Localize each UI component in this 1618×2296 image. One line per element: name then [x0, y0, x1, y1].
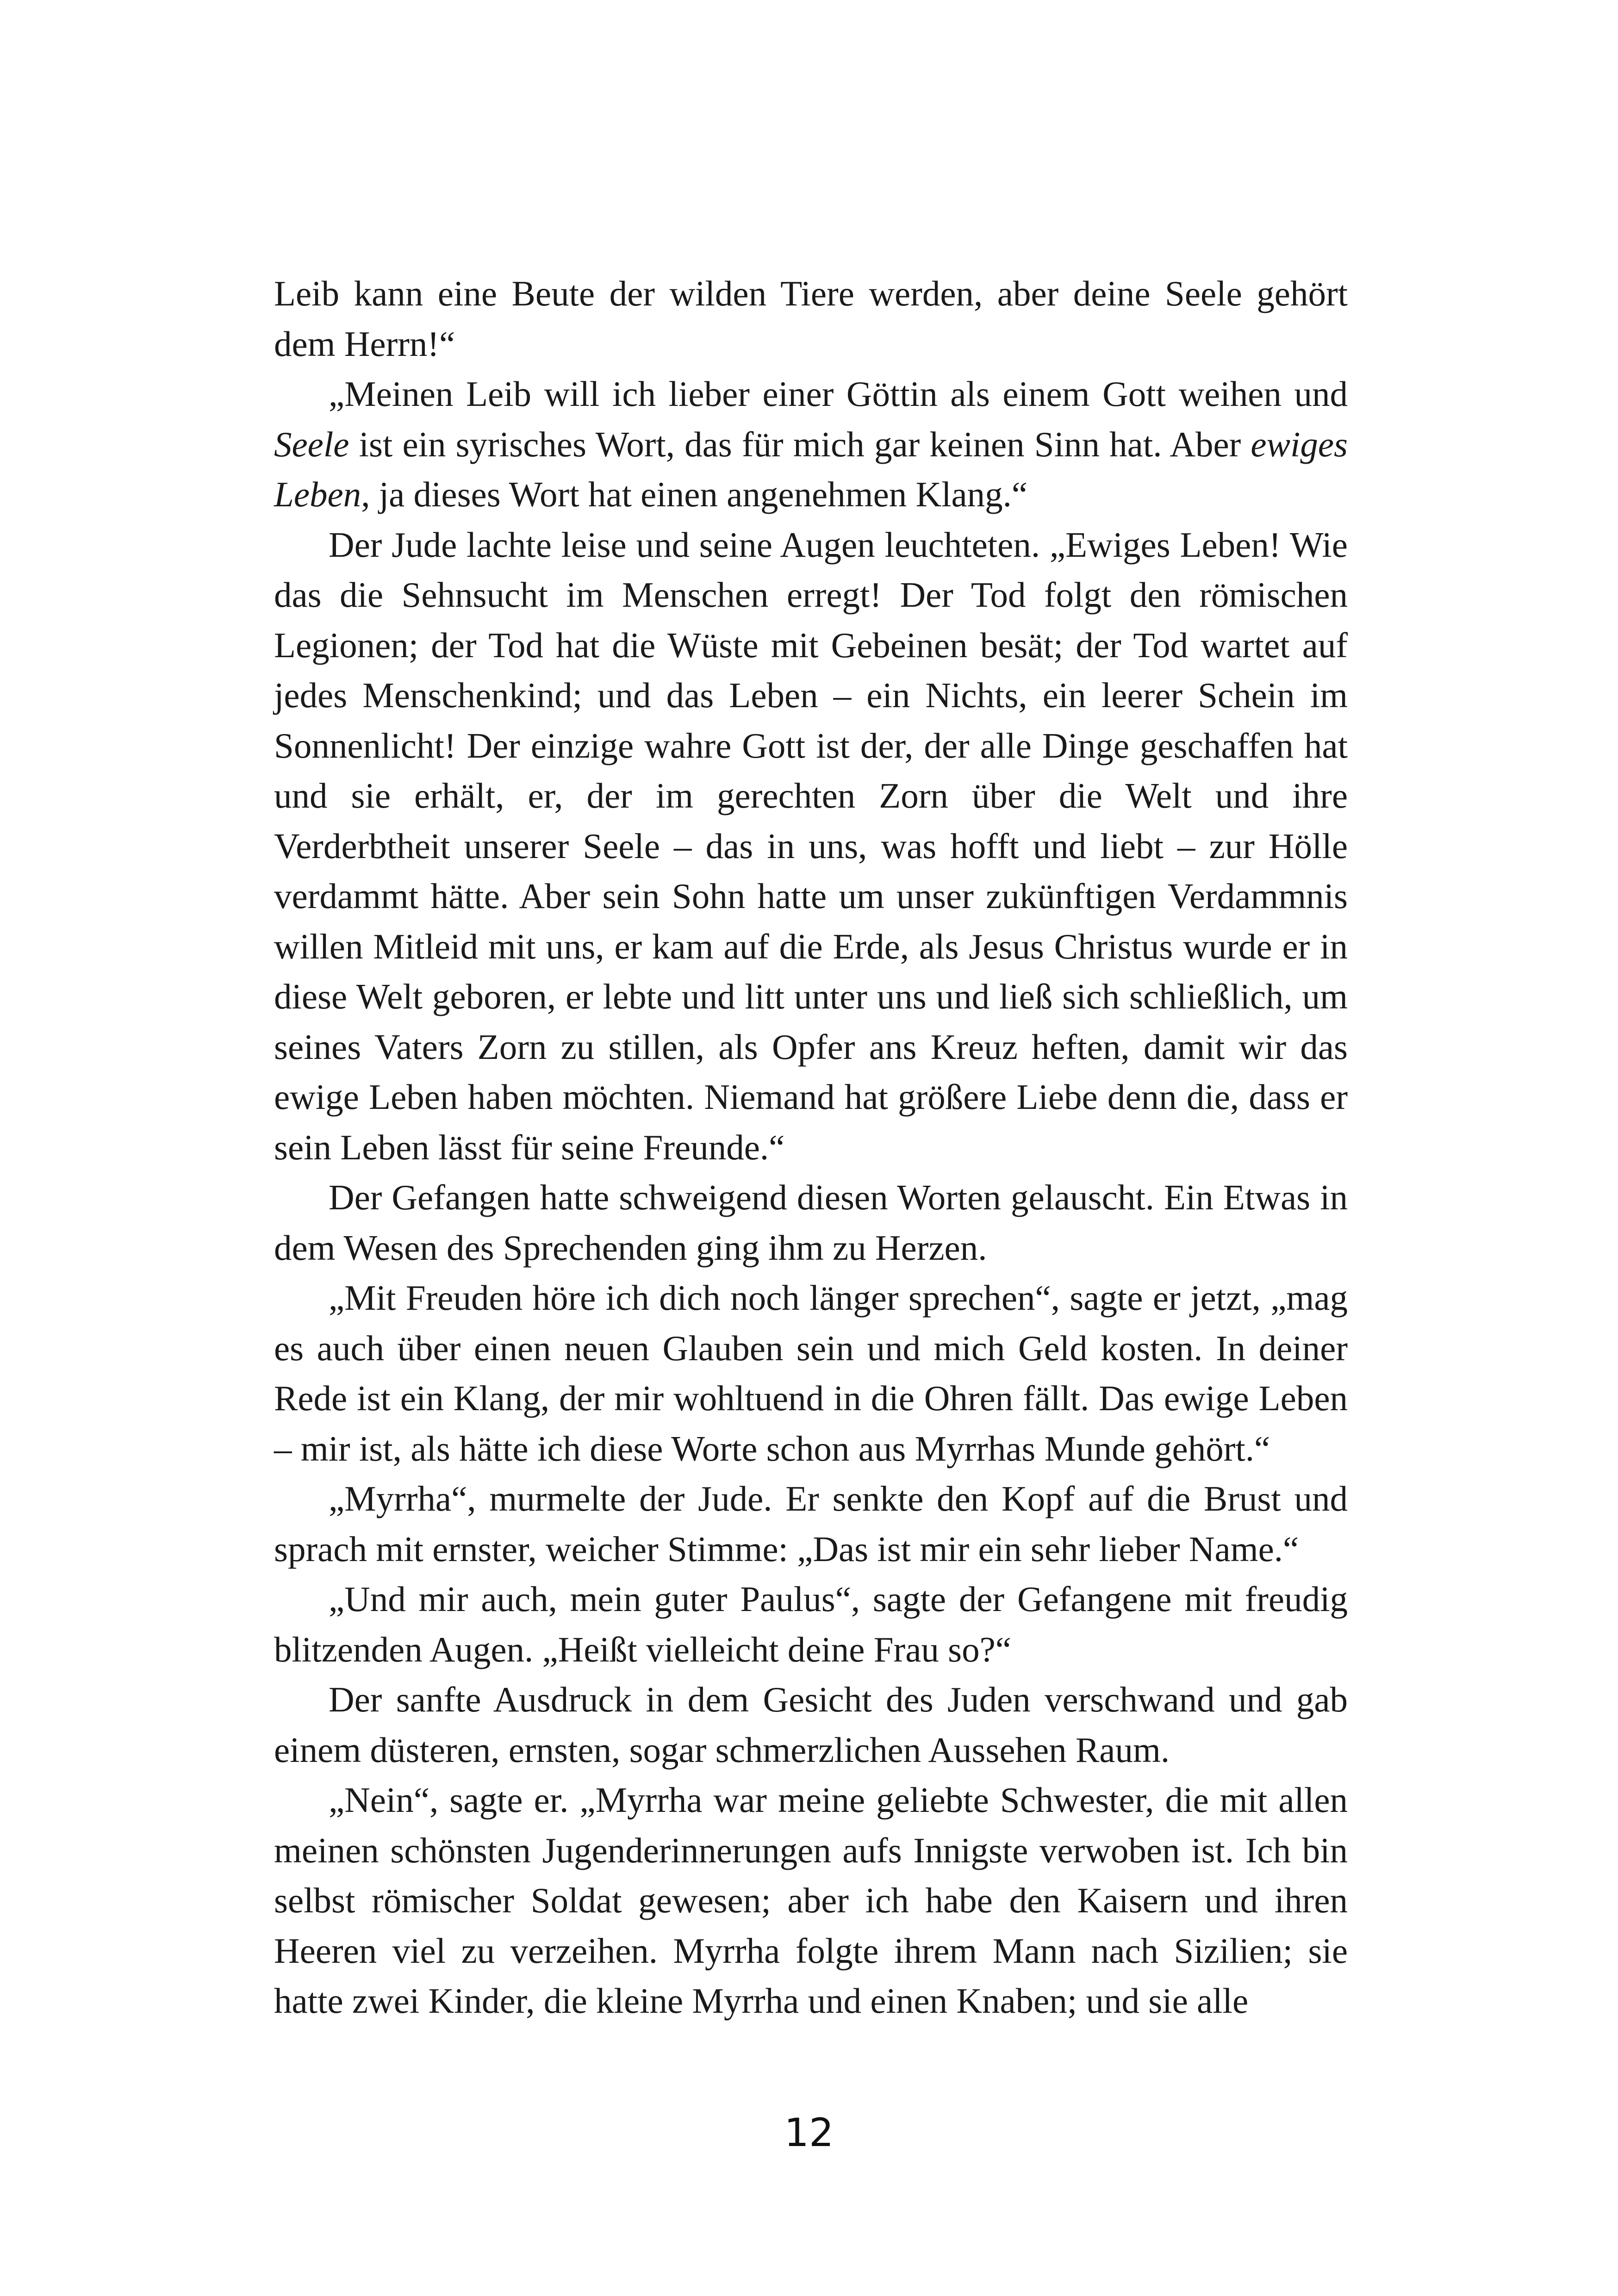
paragraph-text: „Myrrha“, murmelte der Jude. Er senkte den Kopf auf die Brust und sprach mit ernster, weicher Stimme: „Das ist mir ein sehr lieber Name.“ [274, 1479, 1348, 1569]
paragraph [274, 1172, 1348, 1273]
paragraph-text: ist ein syrisches Wort, das für mich gar keinen Sinn hat. Aber [349, 424, 1251, 464]
paragraph-text: „Nein“, sagte er. „Myrrha war meine geliebte Schwester, die mit allen meinen schönsten Jugenderinnerungen aufs Innigste verwoben ist. Ich bin selbst römischer Soldat gewesen; aber ich habe den Kaisern und ihren Heeren viel zu verzeihen. Myrrha folgte ihrem Mann nach Sizilien; sie hatte zwei Kinder, die kleine Myrrha und einen Knaben; und sie alle [274, 1780, 1348, 2021]
paragraph [274, 369, 1348, 520]
paragraph [274, 268, 1348, 369]
paragraph-text: Der sanfte Ausdruck in dem Gesicht des Juden verschwand und gab einem düsteren, ernsten, sogar schmerzlichen Aussehen Raum. [274, 1680, 1348, 1770]
paragraph [274, 1273, 1348, 1474]
body-text [274, 268, 1348, 2026]
paragraph-text: , ja dieses Wort hat einen angenehmen Klang.“ [361, 474, 1028, 514]
paragraph [274, 1474, 1348, 1574]
paragraph-text: Der Gefangen hatte schweigend diesen Worten gelauscht. Ein Etwas in dem Wesen des Sprechenden ging ihm zu Herzen. [274, 1177, 1348, 1268]
paragraph [274, 1775, 1348, 2026]
paragraph-text: „Meinen Leib will ich lieber einer Göttin als einem Gott weihen und [329, 374, 1348, 414]
paragraph-text: Leib kann eine Beute der wilden Tiere werden, aber deine Seele gehört dem Herrn!“ [274, 274, 1348, 364]
italic-text: Seele [274, 424, 349, 464]
italic-text: ewiges Leben [274, 424, 1348, 514]
paragraph-text: „Und mir auch, mein guter Paulus“, sagte der Gefangene mit freudig blitzenden Augen. „Heißt vielleicht deine Frau so?“ [274, 1579, 1348, 1669]
paragraph-text: „Mit Freuden höre ich dich noch länger sprechen“, sagte er jetzt, „mag es auch über einen neuen Glauben sein und mich Geld kosten. In deiner Rede ist ein Klang, der mir wohltuend in die Ohren fällt. Das ewige Leben – mir ist, als hätte ich diese Worte schon aus Myrrhas Munde gehört.“ [274, 1278, 1348, 1468]
paragraph [274, 520, 1348, 1173]
paragraph-text: Der Jude lachte leise und seine Augen leuchteten. „Ewiges Leben! Wie das die Sehnsucht im Menschen erregt! Der Tod folgt den römischen Legionen; der Tod hat die Wüste mit Gebeinen besät; der Tod wartet auf jedes Menschenkind; und das Leben – ein Nichts, ein leerer Schein im Sonnenlicht! Der einzige wahre Gott ist der, der alle Dinge geschaffen hat und sie erhält, er, der im gerechten Zorn über die Welt und ihre Verderbtheit unserer Seele – das in uns, was hofft und liebt – zur Hölle verdammt hätte. Aber sein Sohn hatte um unser zukünftigen Verdammnis willen Mitleid mit uns, er kam auf die Erde, als Jesus Christus wurde er in diese Welt geboren, er lebte und litt unter uns und ließ sich schließlich, um seines Vaters Zorn zu stillen, als Opfer ans Kreuz heften, damit wir das ewige Leben haben möchten. Niemand hat größere Liebe denn die, dass er sein Leben lässt für seine Freunde.“ [274, 524, 1348, 1167]
paragraph [274, 1674, 1348, 1775]
page-number: 12 [784, 2110, 834, 2155]
paragraph [274, 1574, 1348, 1674]
